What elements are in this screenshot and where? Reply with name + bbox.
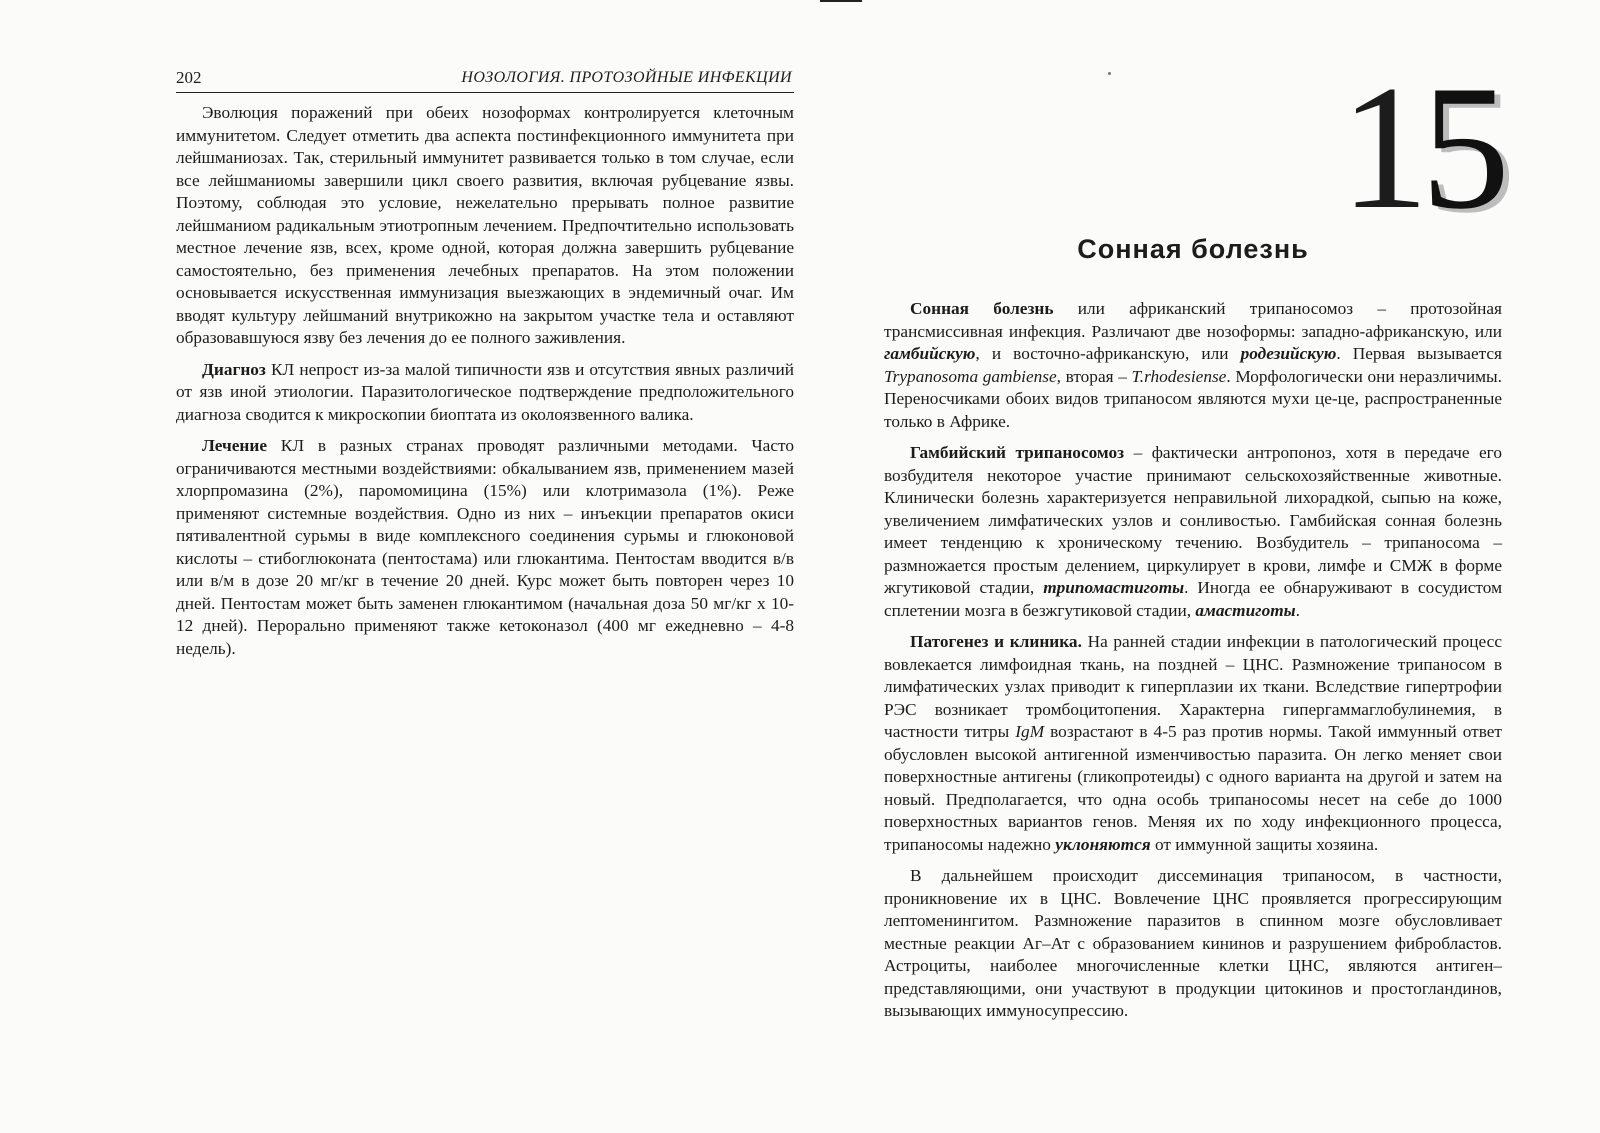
paragraph-text: КЛ в разных странах проводят различными методами. Часто ограничиваются местными воздействиями: обкалыванием язв, применением мазей хлорпромазина (2%), паромомицина (15%) или клотримазола (1%). Реже применяют системные воздействия. Одно из них – инъекции препаратов окиси пятивалентной сурьмы в виде комплексного соединения сурьмы и глюконовой кислоты – стибоглюконата (пентостама) или глюкантима. Пентостам вводится в/в или в/м в дозе 20 мг/кг в течение 20 дней. Курс может быть повторен через 10 дней. Пентостам может быть заменен глюкантимом (начальная доза 50 мг/кг х 10-12 дней). Перорально применяют также кетоконазол (400 мг ежедневно – 4-8 недель). xyxy=(176,436,794,658)
left-text-column xyxy=(176,102,794,669)
paragraph-diagnosis xyxy=(176,359,794,427)
run-in-heading: Сонная болезнь xyxy=(910,299,1054,318)
paragraph-text: На ранней стадии инфекции в патологический процесс вовлекается лимфоидная ткань, на поздней – ЦНС. Размножение трипаносом в лимфатических узлах приводит к гиперплазии их ткани. Вследствие гипертрофии РЭС возникает тромбоцитопения. Характерна гипергаммаглобулинемия, в частности титры xyxy=(884,632,1502,741)
species-name: T.rhodesiense xyxy=(1131,366,1227,386)
paragraph-text: КЛ непрост из-за малой типичности язв и отсутствия явных различий от язв иной этиологии. Паразитологическое подтверждение предположительного диагноза сводится к микроскопии биоптата из околоязвенного валика. xyxy=(176,359,794,424)
term: уклоняются xyxy=(1055,834,1151,854)
term: амастиготы xyxy=(1195,600,1296,620)
paragraph-text: , и восточно-африканскую, или xyxy=(975,344,1241,363)
run-in-heading: Лечение xyxy=(202,436,267,455)
scan-speck xyxy=(1108,72,1111,75)
paragraph-gambian xyxy=(884,442,1502,622)
right-text-column xyxy=(884,298,1502,1032)
term: родезийскую xyxy=(1240,344,1337,363)
paragraph: В дальнейшем происходит диссеминация трипаносом, в частности, проникновение их в ЦНС. Вовлечение ЦНС проявляется прогрессирующим лептоменингитом. Размножение паразитов в спинном мозге обусловливает местные реакции Аг–Ат с образованием кининов и разрушением фибробластов. Астроциты, наиболее многочисленные клетки ЦНС, являются антиген–представляющими, они участвуют в продукции цитокинов и простогландинов, вызывающих иммуносупрессию. xyxy=(884,866,1502,1020)
species-name: Trypanosoma gambiense, xyxy=(884,366,1061,386)
running-head-title: НОЗОЛОГИЯ. ПРОТОЗОЙНЫЕ ИНФЕКЦИИ xyxy=(461,69,792,86)
chapter-number-digit: 5 xyxy=(1421,48,1502,246)
paragraph: Эволюция поражений при обеих нозоформах контролируется клеточным иммунитетом. Следует отметить два аспекта постинфекционного иммунитета при лейшманиозах. Так, стерильный иммунитет развивается только в том случае, если все лейшманиомы завершили цикл своего развития, включая рубцевание язвы. Поэтому, соблюдая это условие, нежелательно прерывать полное развитие лейшманиом радикальным этиотропным лечением. Предпочтительно использовать местное лечение язв, всех, кроме одной, которая должна завершить рубцевание самостоятельно, без применения лечебных препаратов. На этом положении основывается искусственная иммунизация выезжающих в эндемичный очаг. Им вводят культуру лейшманий внутрикожно на закрытом участке тела и оставляют образовавшуюся язву без лечения до ее полного заживления. xyxy=(176,103,794,347)
paragraph-text: вторая – xyxy=(1060,366,1132,386)
paragraph-text: . Морфологически они неразличимы. Переносчиками обоих видов трипаносом являются мухи це-це, распространенные только в Африке. xyxy=(884,366,1502,431)
term: гамбийскую xyxy=(884,344,976,363)
page-number: 202 xyxy=(176,68,202,87)
antibody-name: IgM xyxy=(1015,722,1045,741)
paragraph-text: . xyxy=(1295,600,1300,620)
run-in-heading: Патогенез и клиника. xyxy=(910,632,1082,651)
paragraph-text: возрастают в 4-5 раз против нормы. Такой иммунный ответ обусловлен высокой антигенной изменчивостью паразита. Он легко меняет свои поверхностные антигены (гликопротеиды) с одного варианта на другой и затем на новый. Предполагается, что одна особь трипаносомы несет на себе до 1000 поверхностных вариантов генов. Меняя их по ходу инфекционного процесса, трипаносомы надежно xyxy=(884,722,1502,854)
run-in-heading: Гамбийский трипаносомоз xyxy=(910,443,1125,462)
paragraph-treatment xyxy=(176,435,794,660)
chapter-title: Сонная болезнь xyxy=(1077,234,1309,264)
chapter-number-digit: 1 xyxy=(1340,48,1421,246)
paragraph-text: – фактически антропоноз, хотя в передаче его возбудителя некоторое участие принимают сельскохозяйственные животные. Клинически болезнь характеризуется неправильной лихорадкой, сыпью на коже, увеличением лимфатических узлов и сонливостью. Гамбийская сонная болезнь имеет тенденцию к хроническому течению. Возбудитель – трипаносома – размножается простым делением, циркулирует в крови, лимфе и СМЖ в форме жгутиковой стадии, xyxy=(884,443,1502,597)
paragraph-text: или африканский трипаносомоз – протозойная трансмиссивная инфекция. Различают две нозоформы: западно-африканскую, или xyxy=(884,299,1503,341)
paragraph-pathogenesis xyxy=(884,631,1502,856)
paragraph-text: . Иногда ее обнаруживают в сосудистом сплетении мозга в безжгутиковой стадии, xyxy=(884,578,1502,620)
paragraph-text: от иммунной защиты хозяина. xyxy=(1150,834,1379,854)
running-head xyxy=(176,68,794,93)
paragraph-intro xyxy=(884,298,1502,433)
chapter-number xyxy=(1340,48,1502,246)
paragraph-text: . Первая вызывается xyxy=(1336,344,1502,363)
run-in-heading: Диагноз xyxy=(202,359,266,379)
scan-gutter-mark xyxy=(820,0,862,2)
term: трипомастиготы xyxy=(1043,578,1185,597)
